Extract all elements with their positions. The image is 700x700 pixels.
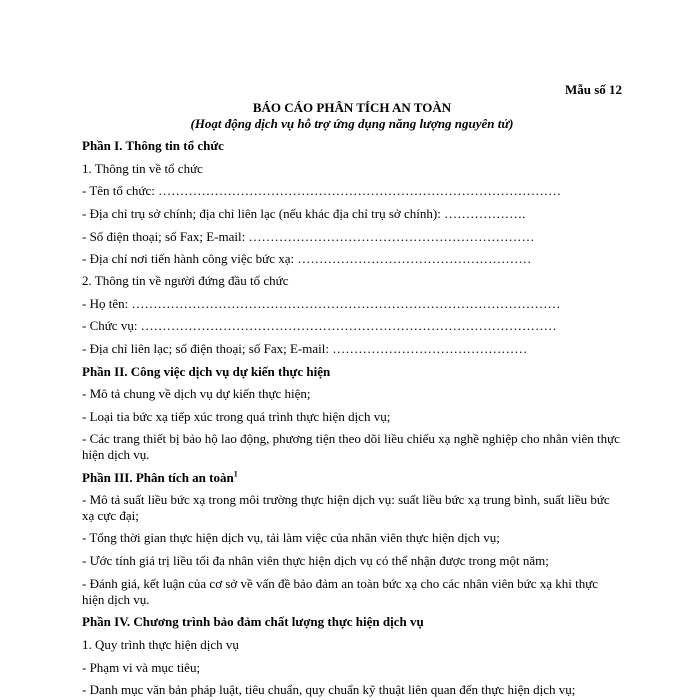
document-subtitle: (Hoạt động dịch vụ hỗ trợ ứng dụng năng lượng nguyên tử) bbox=[190, 116, 514, 131]
part2-item2: - Loại tia bức xạ tiếp xúc trong quá trình thực hiện dịch vụ; bbox=[82, 409, 391, 424]
org-address-field: - Địa chỉ trụ sở chính; địa chỉ liên lạc (nếu khác địa chỉ trụ sở chính): ………………. bbox=[82, 206, 526, 221]
part2-item3: - Các trang thiết bị bảo hộ lao động, phương tiện theo dõi liều chiếu xạ nghề nghiệp cho nhân viên thực hiện dịch vụ. bbox=[82, 431, 620, 462]
part3-item4: - Đánh giá, kết luận của cơ sở về vấn đề bảo đảm an toàn bức xạ cho các nhân viên bức xạ khi thực hiện dịch vụ. bbox=[82, 576, 599, 607]
head-position-field: - Chức vụ: …………………………………………………………………………………… bbox=[82, 318, 557, 333]
part3-item3: - Ước tính giá trị liều tối đa nhân viên thực hiện dịch vụ có thể nhận được trong một năm; bbox=[82, 553, 549, 568]
part1-heading: Phần I. Thông tin tổ chức bbox=[82, 138, 224, 153]
part4-heading: Phần IV. Chương trình bảo đảm chất lượng thực hiện dịch vụ bbox=[82, 614, 424, 629]
org-work-address-field: - Địa chỉ nơi tiến hành công việc bức xạ: ……………………………………………… bbox=[82, 251, 532, 266]
head-contact-field: - Địa chỉ liên lạc; số điện thoại; số Fax; E-mail: ……………………………………… bbox=[82, 341, 528, 356]
part1-section2: 2. Thông tin về người đứng đầu tổ chức bbox=[82, 273, 289, 288]
part2-item1: - Mô tả chung về dịch vụ dự kiến thực hiện; bbox=[82, 386, 311, 401]
part4-section1: 1. Quy trình thực hiện dịch vụ bbox=[82, 637, 239, 652]
part3-heading-text: Phần III. Phân tích an toàn bbox=[82, 470, 234, 485]
part4-item2: - Danh mục văn bản pháp luật, tiêu chuẩn, quy chuẩn kỹ thuật liên quan đến thực hiện dịch vụ; bbox=[82, 682, 576, 697]
org-name-field: - Tên tổ chức: ………………………………………………………………………………… bbox=[82, 183, 562, 198]
part3-heading bbox=[82, 470, 622, 486]
part3-item2: - Tổng thời gian thực hiện dịch vụ, tải làm việc của nhân viên thực hiện dịch vụ; bbox=[82, 530, 500, 545]
org-contact-field: - Số điện thoại; số Fax; E-mail: ………………………………………………………… bbox=[82, 229, 535, 244]
part1-section1: 1. Thông tin về tổ chức bbox=[82, 161, 203, 176]
part3-item1: - Mô tả suất liều bức xạ trong môi trường thực hiện dịch vụ: suất liều bức xạ trung bình, suất liều bức xạ cực đại; bbox=[82, 492, 610, 523]
part2-heading: Phần II. Công việc dịch vụ dự kiến thực hiện bbox=[82, 364, 331, 379]
head-name-field: - Họ tên: ……………………………………………………………………………………… bbox=[82, 296, 561, 311]
part4-item1: - Phạm vi và mục tiêu; bbox=[82, 660, 201, 675]
footnote-ref: 1 bbox=[233, 469, 238, 479]
form-number: Mẫu số 12 bbox=[564, 82, 622, 97]
document-title: BÁO CÁO PHÂN TÍCH AN TOÀN bbox=[252, 100, 452, 115]
